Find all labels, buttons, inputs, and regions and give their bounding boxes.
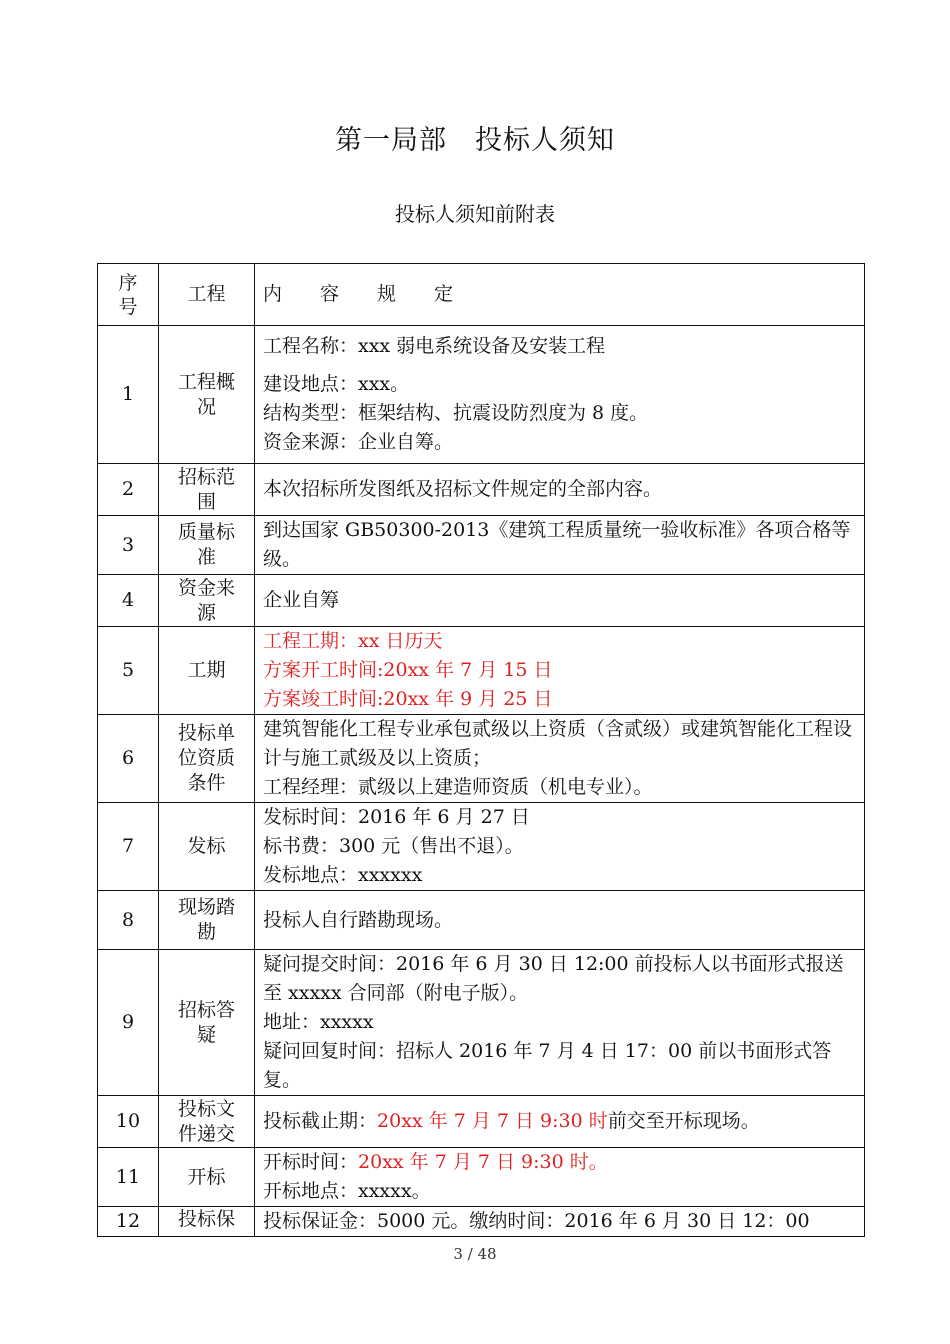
table-row <box>98 1148 865 1207</box>
row-num: 10 <box>98 1096 159 1148</box>
content-line <box>263 1107 856 1136</box>
header-num: 序号 <box>98 264 159 326</box>
content-line <box>263 1148 856 1177</box>
row-item: 招标答疑 <box>159 950 255 1096</box>
content-line: 发标地点：xxxxxx <box>263 864 423 886</box>
row-content <box>255 950 865 1096</box>
row-num: 6 <box>98 715 159 803</box>
table-row <box>98 950 865 1096</box>
row-num: 3 <box>98 516 159 575</box>
row-item: 质量标准 <box>159 516 255 575</box>
content-line: 工程经理：贰级以上建造师资质（机电专业）。 <box>263 776 653 798</box>
content-line: 资金来源：企业自筹。 <box>263 431 454 453</box>
content-line: 投标保证金：5000 元。缴纳时间：2016 年 6 月 30 日 12：00 <box>263 1210 810 1232</box>
content-line: 工程名称：xxx 弱电系统设备及安装工程 <box>263 335 606 357</box>
row-num: 8 <box>98 891 159 950</box>
table-row <box>98 516 865 575</box>
row-content <box>255 715 865 803</box>
table-header-row <box>98 264 865 326</box>
header-content: 内容规定 <box>255 264 865 326</box>
row-content <box>255 891 865 950</box>
row-item: 招标范围 <box>159 464 255 516</box>
opening-label: 开标时间： <box>263 1151 359 1173</box>
row-content <box>255 575 865 627</box>
row-num: 11 <box>98 1148 159 1207</box>
deadline-date: 20xx 年 7 月 7 日 9:30 时 <box>377 1110 608 1132</box>
row-num: 1 <box>98 326 159 464</box>
content-line: 方案竣工时间:20xx 年 9 月 25 日 <box>263 688 553 710</box>
table-title: 投标人须知前附表 <box>395 202 555 226</box>
table-row <box>98 464 865 516</box>
row-item: 工程概况 <box>159 326 255 464</box>
row-num: 4 <box>98 575 159 627</box>
row-item: 投标单位资质条件 <box>159 715 255 803</box>
deadline-suffix: 前交至开标现场。 <box>607 1110 760 1132</box>
content-line: 建设地点：xxx。 <box>263 373 410 395</box>
content-line: 到达国家 GB50300-2013《建筑工程质量统一验收标准》各项合格等级。 <box>263 519 851 570</box>
row-item: 投标保 <box>159 1207 255 1237</box>
row-num: 9 <box>98 950 159 1096</box>
table-row <box>98 891 865 950</box>
content-line: 开标地点：xxxxx。 <box>263 1180 431 1202</box>
row-content <box>255 1148 865 1207</box>
content-line: 标书费：300 元（售出不退）。 <box>263 835 524 857</box>
row-content <box>255 326 865 464</box>
table-row <box>98 715 865 803</box>
row-content <box>255 627 865 715</box>
content-line: 企业自筹 <box>263 589 340 611</box>
row-content <box>255 1207 865 1237</box>
content-line: 建筑智能化工程专业承包贰级以上资质（含贰级）或建筑智能化工程设计与施工贰级及以上资质； <box>263 718 853 769</box>
row-item: 资金来源 <box>159 575 255 627</box>
row-item: 工期 <box>159 627 255 715</box>
row-item: 发标 <box>159 803 255 891</box>
row-content <box>255 516 865 575</box>
table-row <box>98 1207 865 1237</box>
table-row <box>98 627 865 715</box>
row-item: 投标文件递交 <box>159 1096 255 1148</box>
header-item: 工程 <box>159 264 255 326</box>
opening-date: 20xx 年 7 月 7 日 9:30 时。 <box>358 1151 608 1173</box>
row-item: 开标 <box>159 1148 255 1207</box>
table-row <box>98 326 865 464</box>
bidder-instructions-table <box>97 263 865 1237</box>
row-num: 12 <box>98 1207 159 1237</box>
content-line: 工程工期：xx 日历天 <box>263 630 443 652</box>
content-line: 投标人自行踏勘现场。 <box>263 908 454 931</box>
content-line: 疑问回复时间：招标人 2016 年 7 月 4 日 17：00 前以书面形式答复。 <box>263 1040 832 1091</box>
deadline-label: 投标截止期： <box>263 1110 378 1132</box>
page-title: 第一局部 投标人须知 <box>335 125 615 156</box>
row-item: 现场踏勘 <box>159 891 255 950</box>
content-line: 结构类型：框架结构、抗震设防烈度为 8 度。 <box>263 402 649 424</box>
content-line: 本次招标所发图纸及招标文件规定的全部内容。 <box>263 478 663 500</box>
content-line: 疑问提交时间：2016 年 6 月 30 日 12:00 前投标人以书面形式报送至 xxxxx 合同部（附电子版）。 <box>263 953 844 1004</box>
content-line: 地址：xxxxx <box>263 1011 374 1033</box>
page-number: 3 / 48 <box>453 1245 497 1263</box>
row-num: 2 <box>98 464 159 516</box>
row-num: 7 <box>98 803 159 891</box>
table-row <box>98 803 865 891</box>
content-line: 发标时间：2016 年 6 月 27 日 <box>263 806 530 828</box>
table-row <box>98 575 865 627</box>
row-content <box>255 1096 865 1148</box>
row-num: 5 <box>98 627 159 715</box>
row-content <box>255 464 865 516</box>
content-line: 方案开工时间:20xx 年 7 月 15 日 <box>263 659 553 681</box>
row-content <box>255 803 865 891</box>
table-row <box>98 1096 865 1148</box>
